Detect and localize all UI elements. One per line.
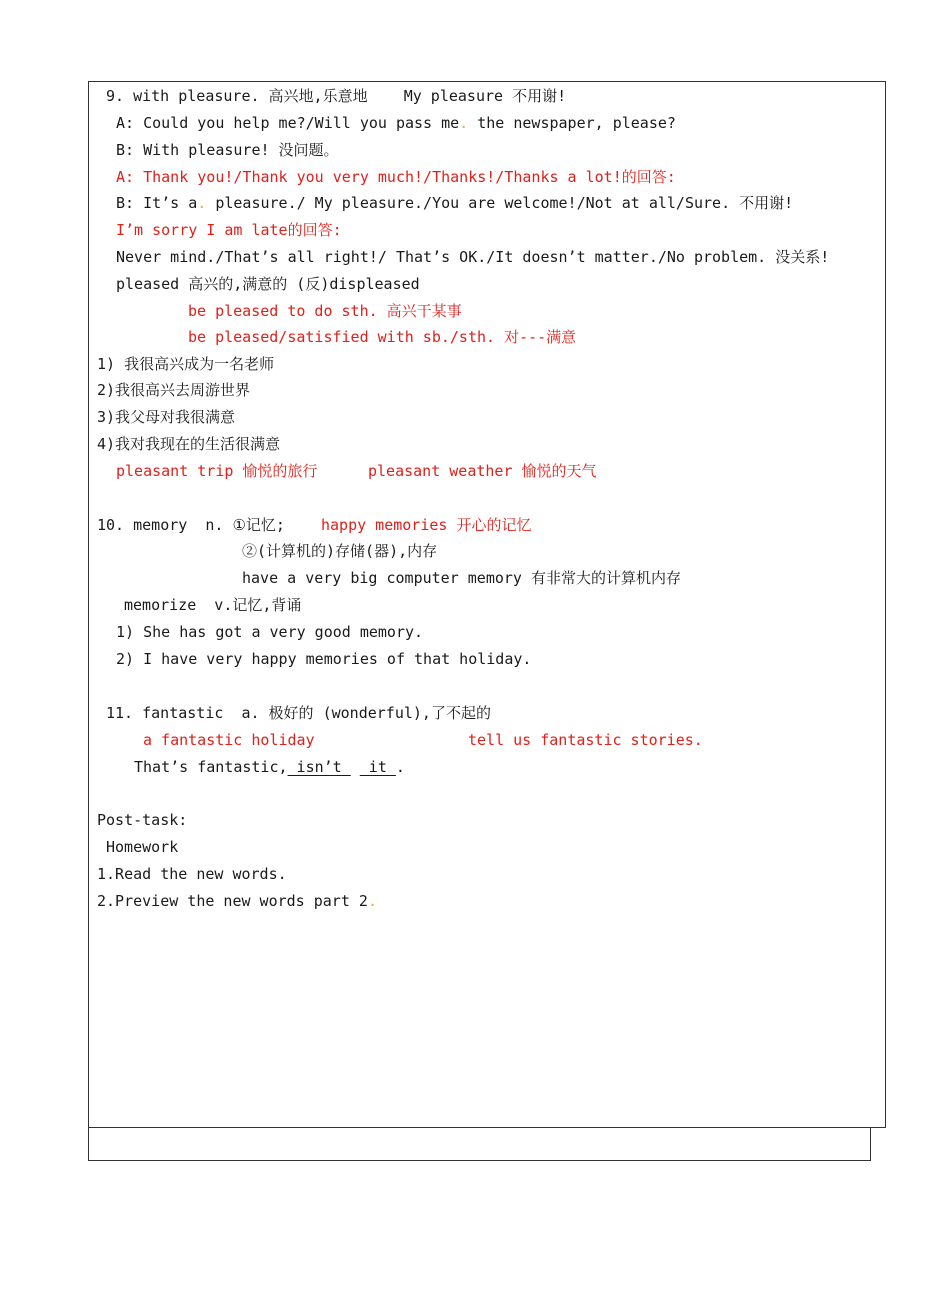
post-task-heading: Post-task: <box>97 811 188 829</box>
dialog-a-text: A: Could you help me?/Will you pass me <box>116 114 460 132</box>
homework-item-1: 1.Read the new words. <box>97 865 287 883</box>
thanks-reply-text-end: pleasure./ My pleasure./You are welcome!/Not at all/Sure. 不用谢! <box>206 194 794 212</box>
item-10-heading: 10. memory n. ①记忆; <box>97 516 285 534</box>
memory-phrase: happy memories 开心的记忆 <box>321 516 532 534</box>
dialog-line-b: B: With pleasure! 没问题。 <box>116 141 339 159</box>
homework-heading: Homework <box>106 838 179 856</box>
pleased-phrase-2: be pleased/satisfied with sb./sth. 对---满意 <box>188 328 577 346</box>
exercise-3: 3)我父母对我很满意 <box>97 408 236 426</box>
thanks-reply-heading: A: Thank you!/Thank you very much!/Thanks!/Thanks a lot!的回答: <box>116 168 676 186</box>
tag-question-end: . <box>395 758 405 776</box>
pleased-line: pleased 高兴的,满意的 (反)displeased <box>116 275 420 293</box>
sorry-reply-heading: I’m sorry I am late的回答: <box>116 221 342 239</box>
memory-sentence-2: 2) I have very happy memories of that holiday. <box>116 650 532 668</box>
mark-dot: . <box>367 892 377 910</box>
exercise-1: 1) 我很高兴成为一名老师 <box>97 355 275 373</box>
exercise-4: 4)我对我现在的生活很满意 <box>97 435 281 453</box>
thanks-reply-text: B: It’s a <box>116 194 198 212</box>
tag-answer-2: it <box>359 758 396 776</box>
item-9-heading: 9. with pleasure. 高兴地,乐意地 My pleasure 不用谢! <box>106 87 567 105</box>
exercise-2: 2)我很高兴去周游世界 <box>97 381 251 399</box>
memory-example: have a very big computer memory 有非常大的计算机内存 <box>242 569 681 587</box>
homework-item-2-text: 2.Preview the new words part 2 <box>97 892 368 910</box>
memory-sentence-1: 1) She has got a very good memory. <box>116 623 424 641</box>
fantastic-phrase-1: a fantastic holiday <box>143 731 315 749</box>
dialog-line-a <box>116 113 676 133</box>
tag-question-line <box>134 757 405 777</box>
mark-dot: . <box>197 194 207 212</box>
pleased-phrase-1: be pleased to do sth. 高兴干某事 <box>188 302 462 320</box>
memorize-line: memorize v.记忆,背诵 <box>124 596 302 614</box>
fantastic-phrase-2: tell us fantastic stories. <box>468 731 703 749</box>
footer-frame <box>88 1128 871 1161</box>
mark-dot: . <box>459 114 469 132</box>
pleasant-phrase-1: pleasant trip 愉悦的旅行 <box>116 462 318 480</box>
sorry-reply-line: Never mind./That’s all right!/ That’s OK./It doesn’t matter./No problem. 没关系! <box>116 248 830 266</box>
memory-sense-2: ②(计算机的)存储(器),内存 <box>242 542 438 560</box>
dialog-a-text-end: the newspaper, please? <box>468 114 676 132</box>
pleasant-phrase-2: pleasant weather 愉悦的天气 <box>368 462 597 480</box>
homework-item-2 <box>97 891 377 911</box>
tag-question-text: That’s fantastic, <box>134 758 288 776</box>
tag-answer-1: isn’t <box>287 758 351 776</box>
thanks-reply-line <box>116 193 793 213</box>
item-11-heading: 11. fantastic a. 极好的 (wonderful),了不起的 <box>106 704 491 722</box>
